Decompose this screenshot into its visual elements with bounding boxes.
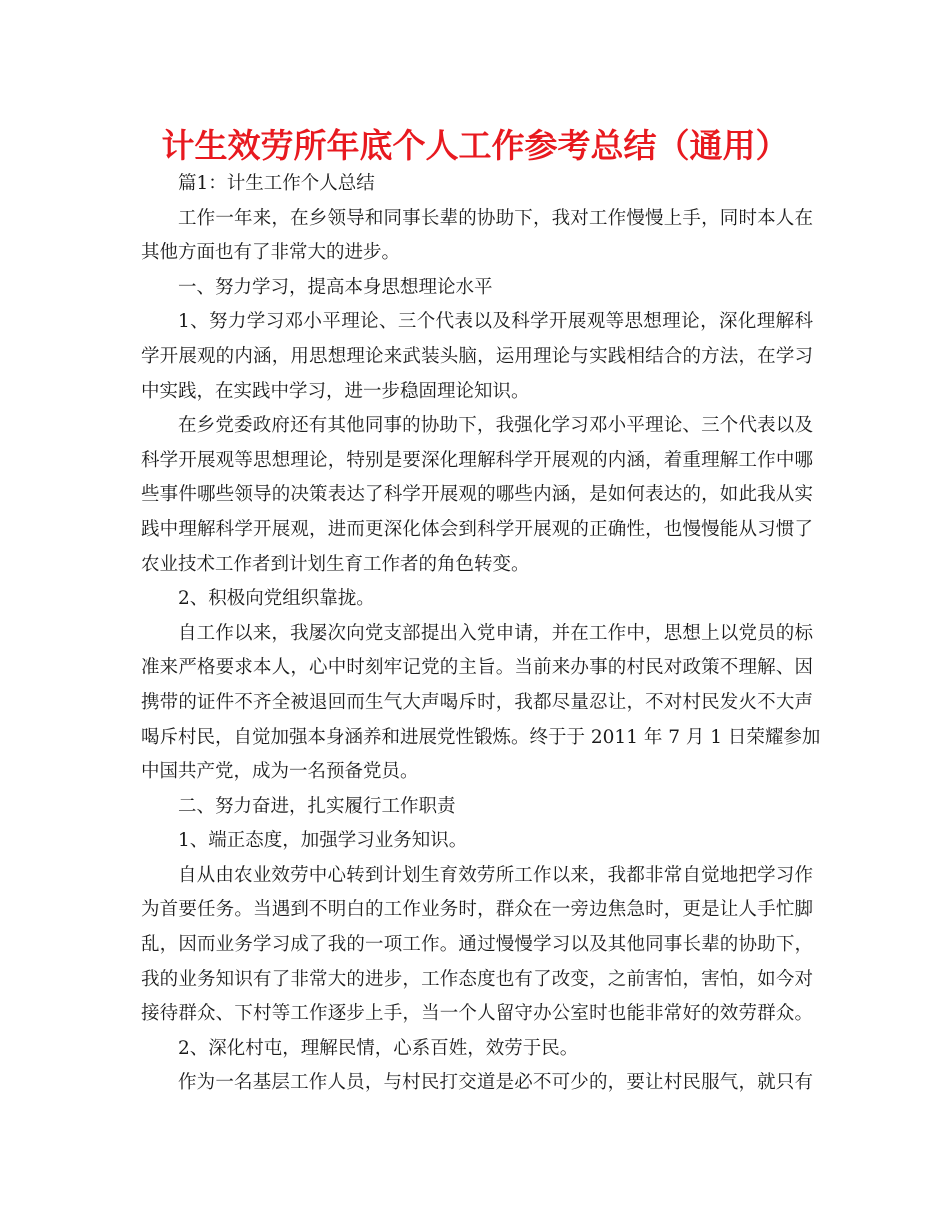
paragraph-line: 农业技术工作者到计划生育工作者的角色转变。 [141, 553, 530, 575]
paragraph-line: 篇1：计生工作个人总结 [178, 173, 375, 194]
paragraph-line: 喝斥村民，自觉加强本身涵养和进展党性锻炼。终于于 2011 年 7 月 1 日荣耀参加 [141, 726, 821, 748]
paragraph-line: 践中理解科学开展观，进而更深化体会到科学开展观的正确性，也慢慢能从习惯了 [141, 518, 813, 540]
paragraph-line: 些事件哪些领导的决策表达了科学开展观的哪些内涵，是如何表达的，如此我从实 [141, 484, 813, 506]
paragraph-line: 作为一名基层工作人员，与村民打交道是必不可少的，要让村民服气，就只有 [178, 1072, 813, 1094]
paragraph-line: 1、端正态度，加强学习业务知识。 [178, 830, 468, 852]
paragraph-line: 中实践，在实践中学习，进一步稳固理论知识。 [141, 380, 530, 402]
paragraph-line: 二、努力奋进，扎实履行工作职责 [178, 795, 456, 817]
paragraph-line: 自从由农业效劳中心转到计划生育效劳所工作以来，我都非常自觉地把学习作 [178, 864, 813, 886]
paragraph-line: 一、努力学习，提高本身思想理论水平 [178, 276, 493, 298]
paragraph-line: 准来严格要求本人，心中时刻牢记党的主旨。当前来办事的村民对政策不理解、因 [141, 657, 813, 679]
paragraph-line: 自工作以来，我屡次向党支部提出入党申请，并在工作中，思想上以党员的标 [178, 622, 813, 644]
paragraph-line: 乱，因而业务学习成了我的一项工作。通过慢慢学习以及其他同事长辈的协助下， [141, 934, 813, 956]
document-body [141, 167, 821, 1101]
paragraph-line: 1、努力学习邓小平理论、三个代表以及科学开展观等思想理论，深化理解科 [178, 311, 813, 333]
paragraph-line: 2、积极向党组织靠拢。 [178, 588, 375, 610]
paragraph-line: 2、深化村屯，理解民情，心系百姓，效劳于民。 [178, 1037, 579, 1059]
document-title: 计生效劳所年底个人工作参考总结（通用） [161, 126, 789, 165]
paragraph-line: 在乡党委政府还有其他同事的协助下，我强化学习邓小平理论、三个代表以及 [178, 415, 813, 437]
paragraph-line: 携带的证件不齐全被退回而生气大声喝斥时，我都尽量忍让，不对村民发火不大声 [141, 691, 813, 713]
paragraph-line: 接待群众、下村等工作逐步上手，当一个人留守办公室时也能非常好的效劳群众。 [141, 1003, 813, 1025]
paragraph-line: 工作一年来，在乡领导和同事长辈的协助下，我对工作慢慢上手，同时本人在 [178, 207, 813, 229]
paragraph-line: 中国共产党，成为一名预备党员。 [141, 761, 419, 783]
paragraph-line: 为首要任务。当遇到不明白的工作业务时，群众在一旁边焦急时，更是让人手忙脚 [141, 899, 813, 921]
paragraph-line: 科学开展观等思想理论，特别是要深化理解科学开展观的内涵，着重理解工作中哪 [141, 449, 813, 471]
paragraph-line: 学开展观的内涵，用思想理论来武装头脑，运用理论与实践相结合的方法，在学习 [141, 345, 813, 367]
paragraph-line: 其他方面也有了非常大的进步。 [141, 242, 401, 264]
paragraph-line: 我的业务知识有了非常大的进步，工作态度也有了改变，之前害怕，害怕，如今对 [141, 968, 813, 990]
